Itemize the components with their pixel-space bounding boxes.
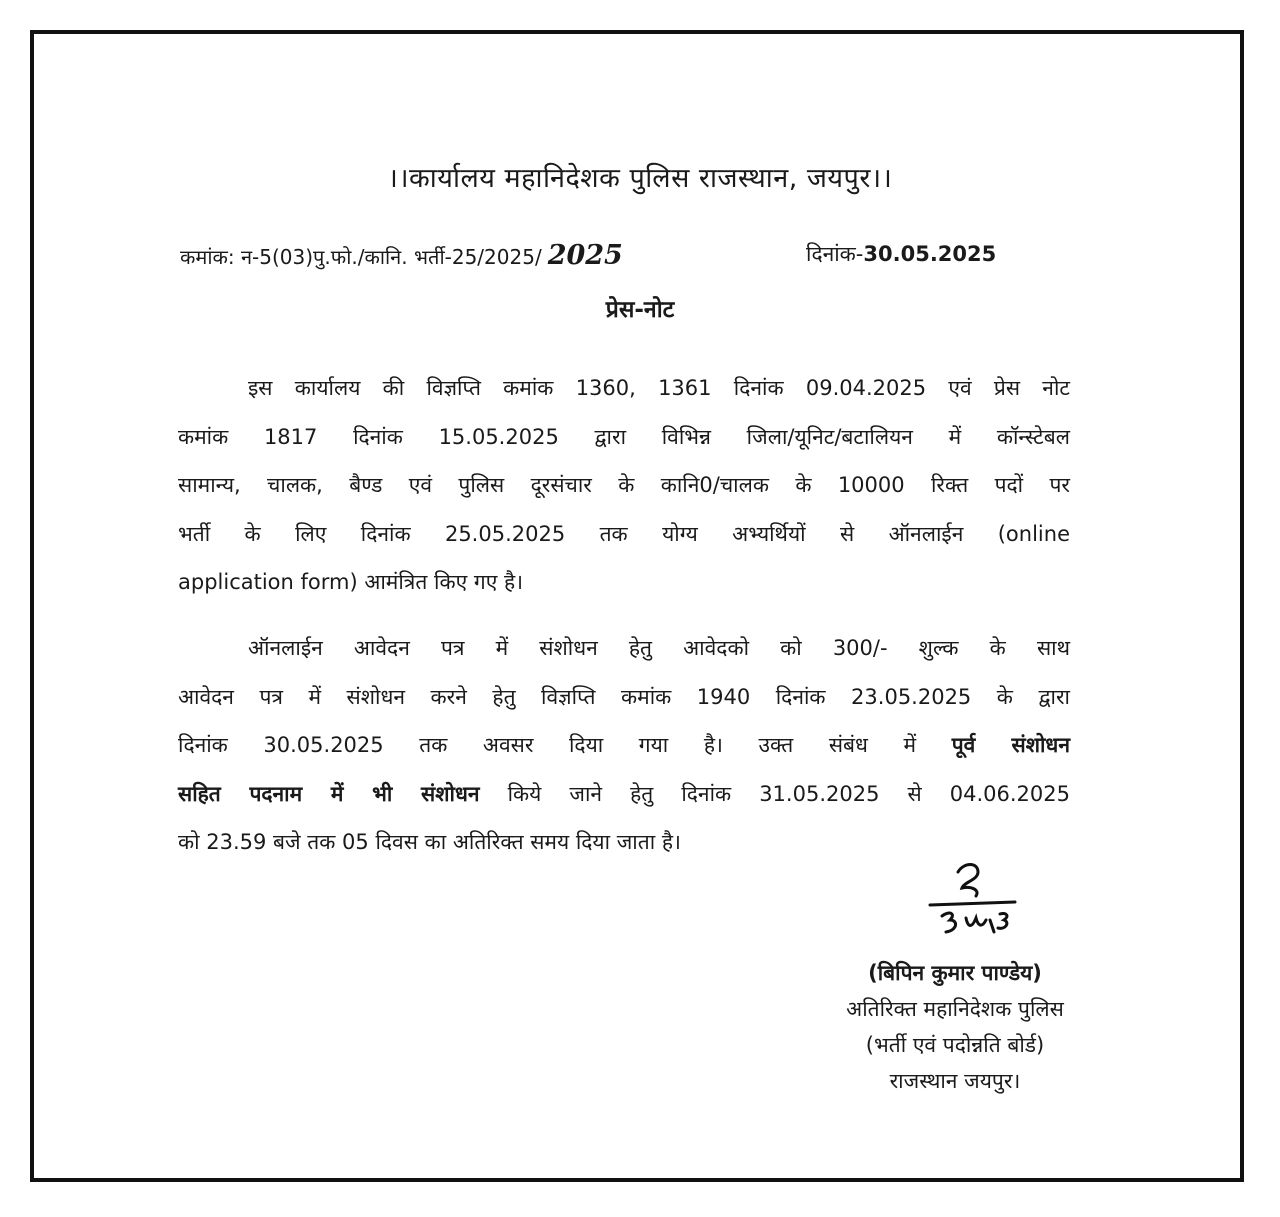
paragraph-text: किये जाने हेतु दिनांक 31.05.2025 से 04.06.2025 [507,781,1070,806]
highlighted-text: सहित पदनाम में भी संशोधन [178,781,480,806]
paragraph-line [178,770,1070,819]
paragraph-line: को 23.59 बजे तक 05 दिवस का अतिरिक्त समय दिया जाता है। [178,830,681,855]
paragraph-line [178,721,1070,770]
signatory-board: (भर्ती एवं पदोन्नति बोर्ड) [865,1033,1045,1057]
press-note-title: प्रेस-नोट [605,297,675,323]
paragraph-line: application form) आमंत्रित किए गए है। [178,570,524,595]
handwritten-reference: 2025 [547,240,623,271]
date-value: 30.05.2025 [863,242,997,266]
paragraph-line: आवेदन पत्र में संशोधन करने हेतु विज्ञप्ति कमांक 1940 दिनांक 23.05.2025 के द्वारा [178,684,1070,709]
reference-prefix: कमांक: न-5(03)पु.फो./कानि. भर्ती-25/2025/ [180,245,542,269]
paragraph-2 [178,624,1070,867]
signatory-name: (बिपिन कुमार पाण्डेय) [868,961,1042,985]
paragraph-line: ऑनलाईन आवेदन पत्र में संशोधन हेतु आवेदको को 300/- शुल्क के साथ [248,636,1070,660]
date-label: दिनांक- [806,242,864,266]
paragraph-text: दिनांक 30.05.2025 तक अवसर दिया गया है। उक्त संबंध में [178,733,917,758]
signatory-place: राजस्थान जयपुर। [889,1069,1021,1093]
highlighted-text: पूर्व संशोधन [951,733,1070,758]
paragraph-1 [178,364,1070,607]
reference-number [180,240,663,271]
paragraph-line: कमांक 1817 दिनांक 15.05.2025 द्वारा विभिन्न जिला/यूनिट/बटालियन में कॉन्स्टेबल [178,424,1070,449]
handwritten-signature [920,850,1030,945]
signatory-designation: अतिरिक्त महानिदेशक पुलिस [846,997,1064,1021]
paragraph-line: सामान्य, चालक, बैण्ड एवं पुलिस दूरसंचार के कानि0/चालक के 10000 रिक्त पदों पर [178,473,1070,498]
office-header: ।।कार्यालय महानिदेशक पुलिस राजस्थान, जयपुर।। [387,163,893,194]
paragraph-line: इस कार्यालय की विज्ञप्ति कमांक 1360, 1361 दिनांक 09.04.2025 एवं प्रेस नोट [248,376,1070,400]
issue-date [806,240,996,268]
signature-block [800,955,1110,1099]
paragraph-line: भर्ती के लिए दिनांक 25.05.2025 तक योग्य अभ्यर्थियों से ऑनलाईन (online [178,521,1070,546]
